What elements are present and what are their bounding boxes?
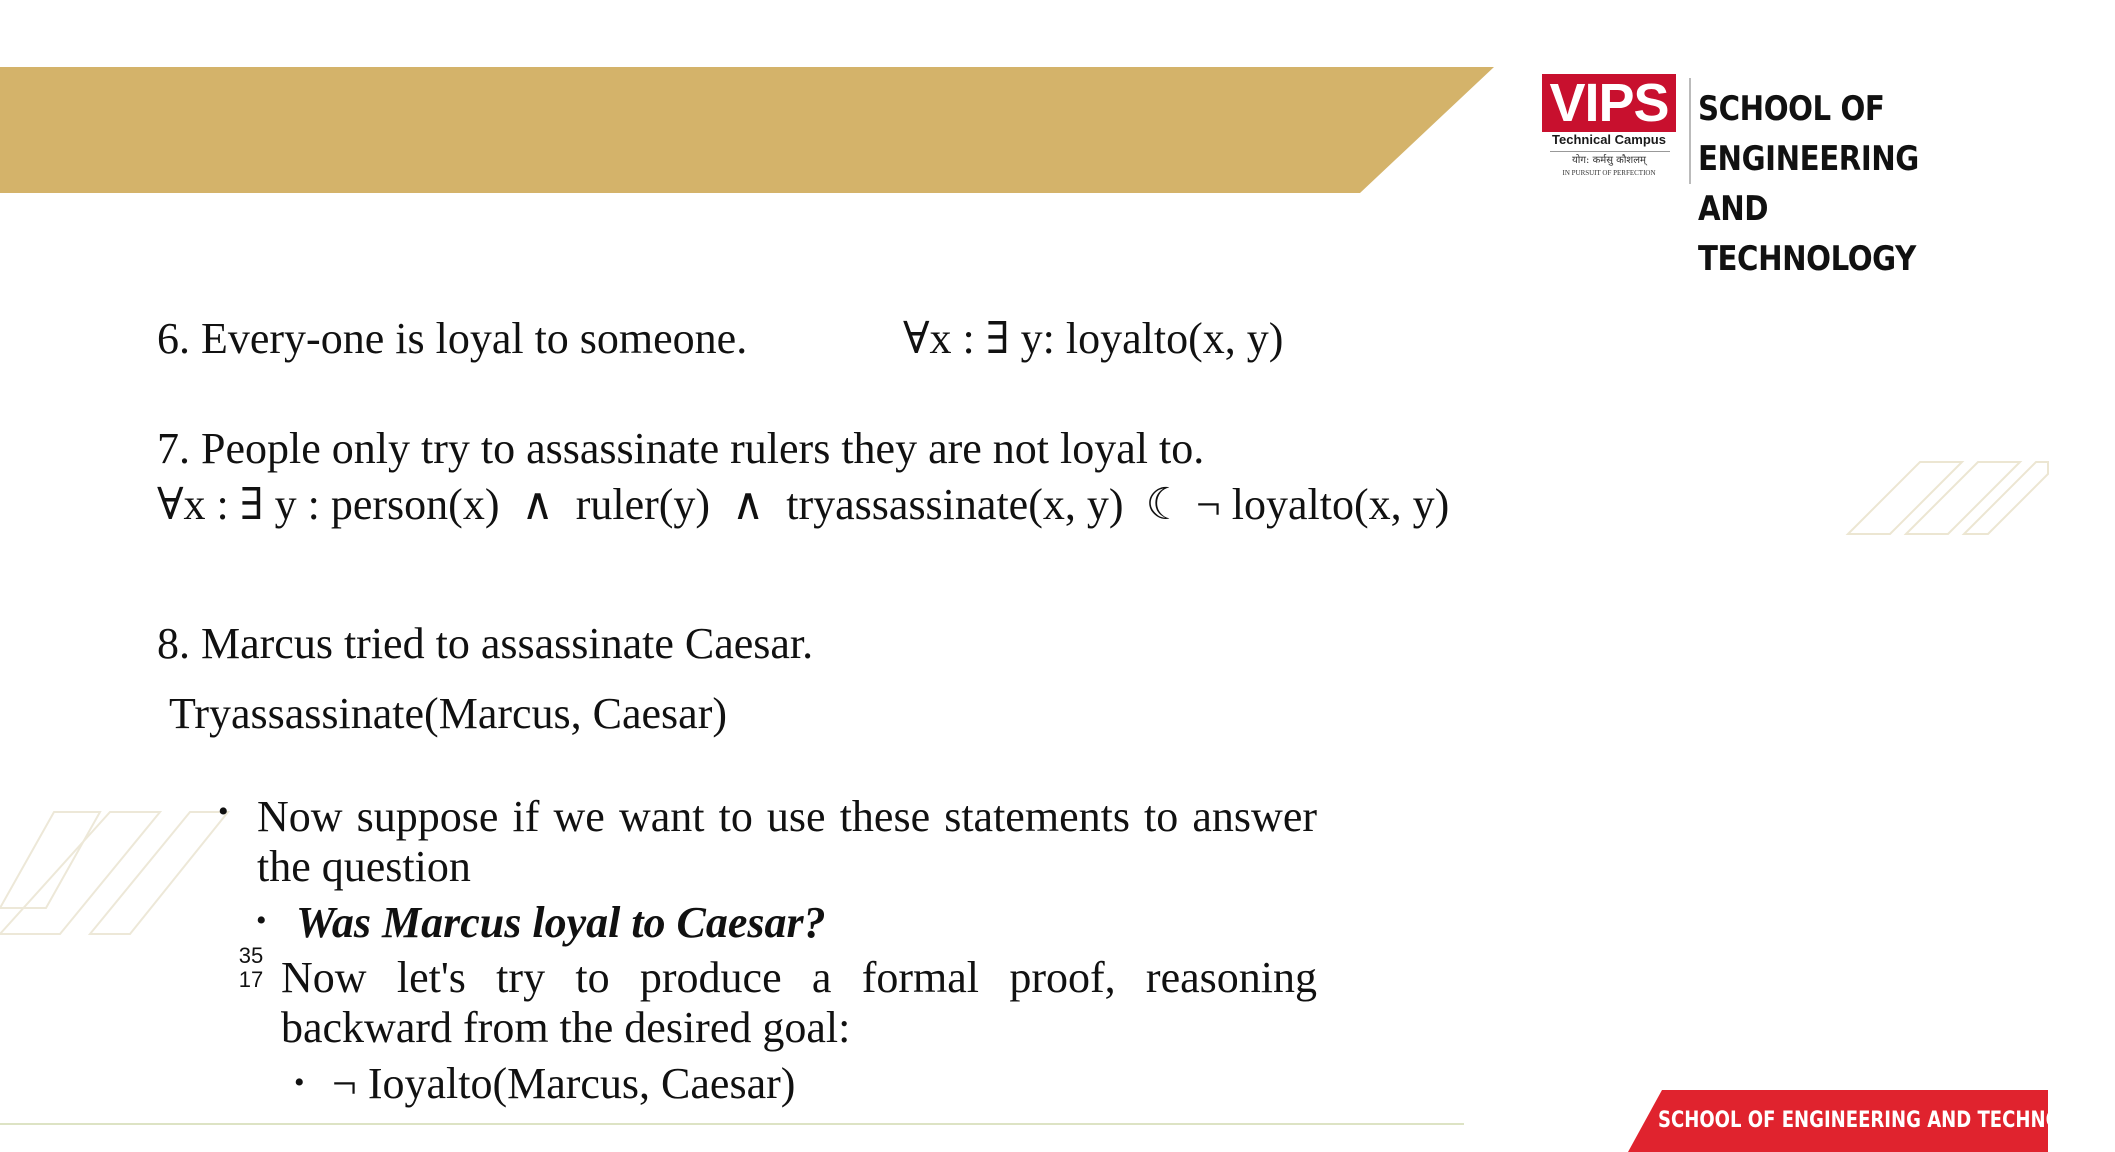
statement-6-text: 6. Every-one is loyal to someone. [157, 314, 748, 363]
school-title-line1: SCHOOL OF ENGINEERING [1698, 89, 1919, 179]
vips-logo [1542, 72, 1682, 190]
bullet-dot: • [256, 904, 267, 937]
statement-8-text: 8. Marcus tried to assassinate Caesar. [157, 619, 814, 668]
bullet-dot: • [294, 1066, 305, 1099]
statement-6-formula: ∀x : ∃ y: loyalto(x, y) [903, 314, 1284, 363]
bullet-1-text: Now suppose if we want to use these statements to answer the question [257, 792, 1317, 891]
decorative-stripes-right [1846, 460, 2048, 536]
statement-8-formula: Tryassassinate(Marcus, Caesar) [169, 689, 728, 738]
school-title-line2: AND TECHNOLOGY [1698, 189, 1916, 279]
footer-tag-text: SCHOOL OF ENGINEERING AND TECHNOLOGY [1658, 1108, 2115, 1133]
footer-rule [0, 1123, 1464, 1125]
page-number [234, 944, 268, 992]
logo-subtitle: Technical Campus [1552, 132, 1666, 147]
bullet-dot: • [218, 795, 229, 828]
logo-divider [1689, 78, 1691, 184]
school-title [1698, 84, 1990, 284]
bullet-2-subgoal: ¬ Ioyalto(Marcus, Caesar) [332, 1059, 796, 1108]
page-number-total: 17 [238, 967, 264, 992]
decorative-stripes-left [0, 808, 230, 936]
logo-motto-english: IN PURSUIT OF PERFECTION [1562, 169, 1656, 177]
statement-7-formula: ∀x : ∃ y : person(x) ∧ ruler(y) ∧ tryassassinate(x, y) ☾ ¬ loyalto(x, y) [157, 480, 1450, 529]
header-banner [0, 67, 1500, 195]
page-number-current: 35 [238, 943, 264, 968]
logo-motto-hindi: योग: कर्मसु कौशलम् [1572, 155, 1646, 166]
statement-7-text: 7. People only try to assassinate rulers they are not loyal to. [157, 424, 1205, 473]
bullet-1-subquestion: Was Marcus loyal to Caesar? [296, 898, 826, 947]
vips-logo-mark: VIPS [1542, 74, 1676, 132]
bullet-2-text: Now let's try to produce a formal proof, reasoning backward from the desired goal: [281, 953, 1317, 1052]
